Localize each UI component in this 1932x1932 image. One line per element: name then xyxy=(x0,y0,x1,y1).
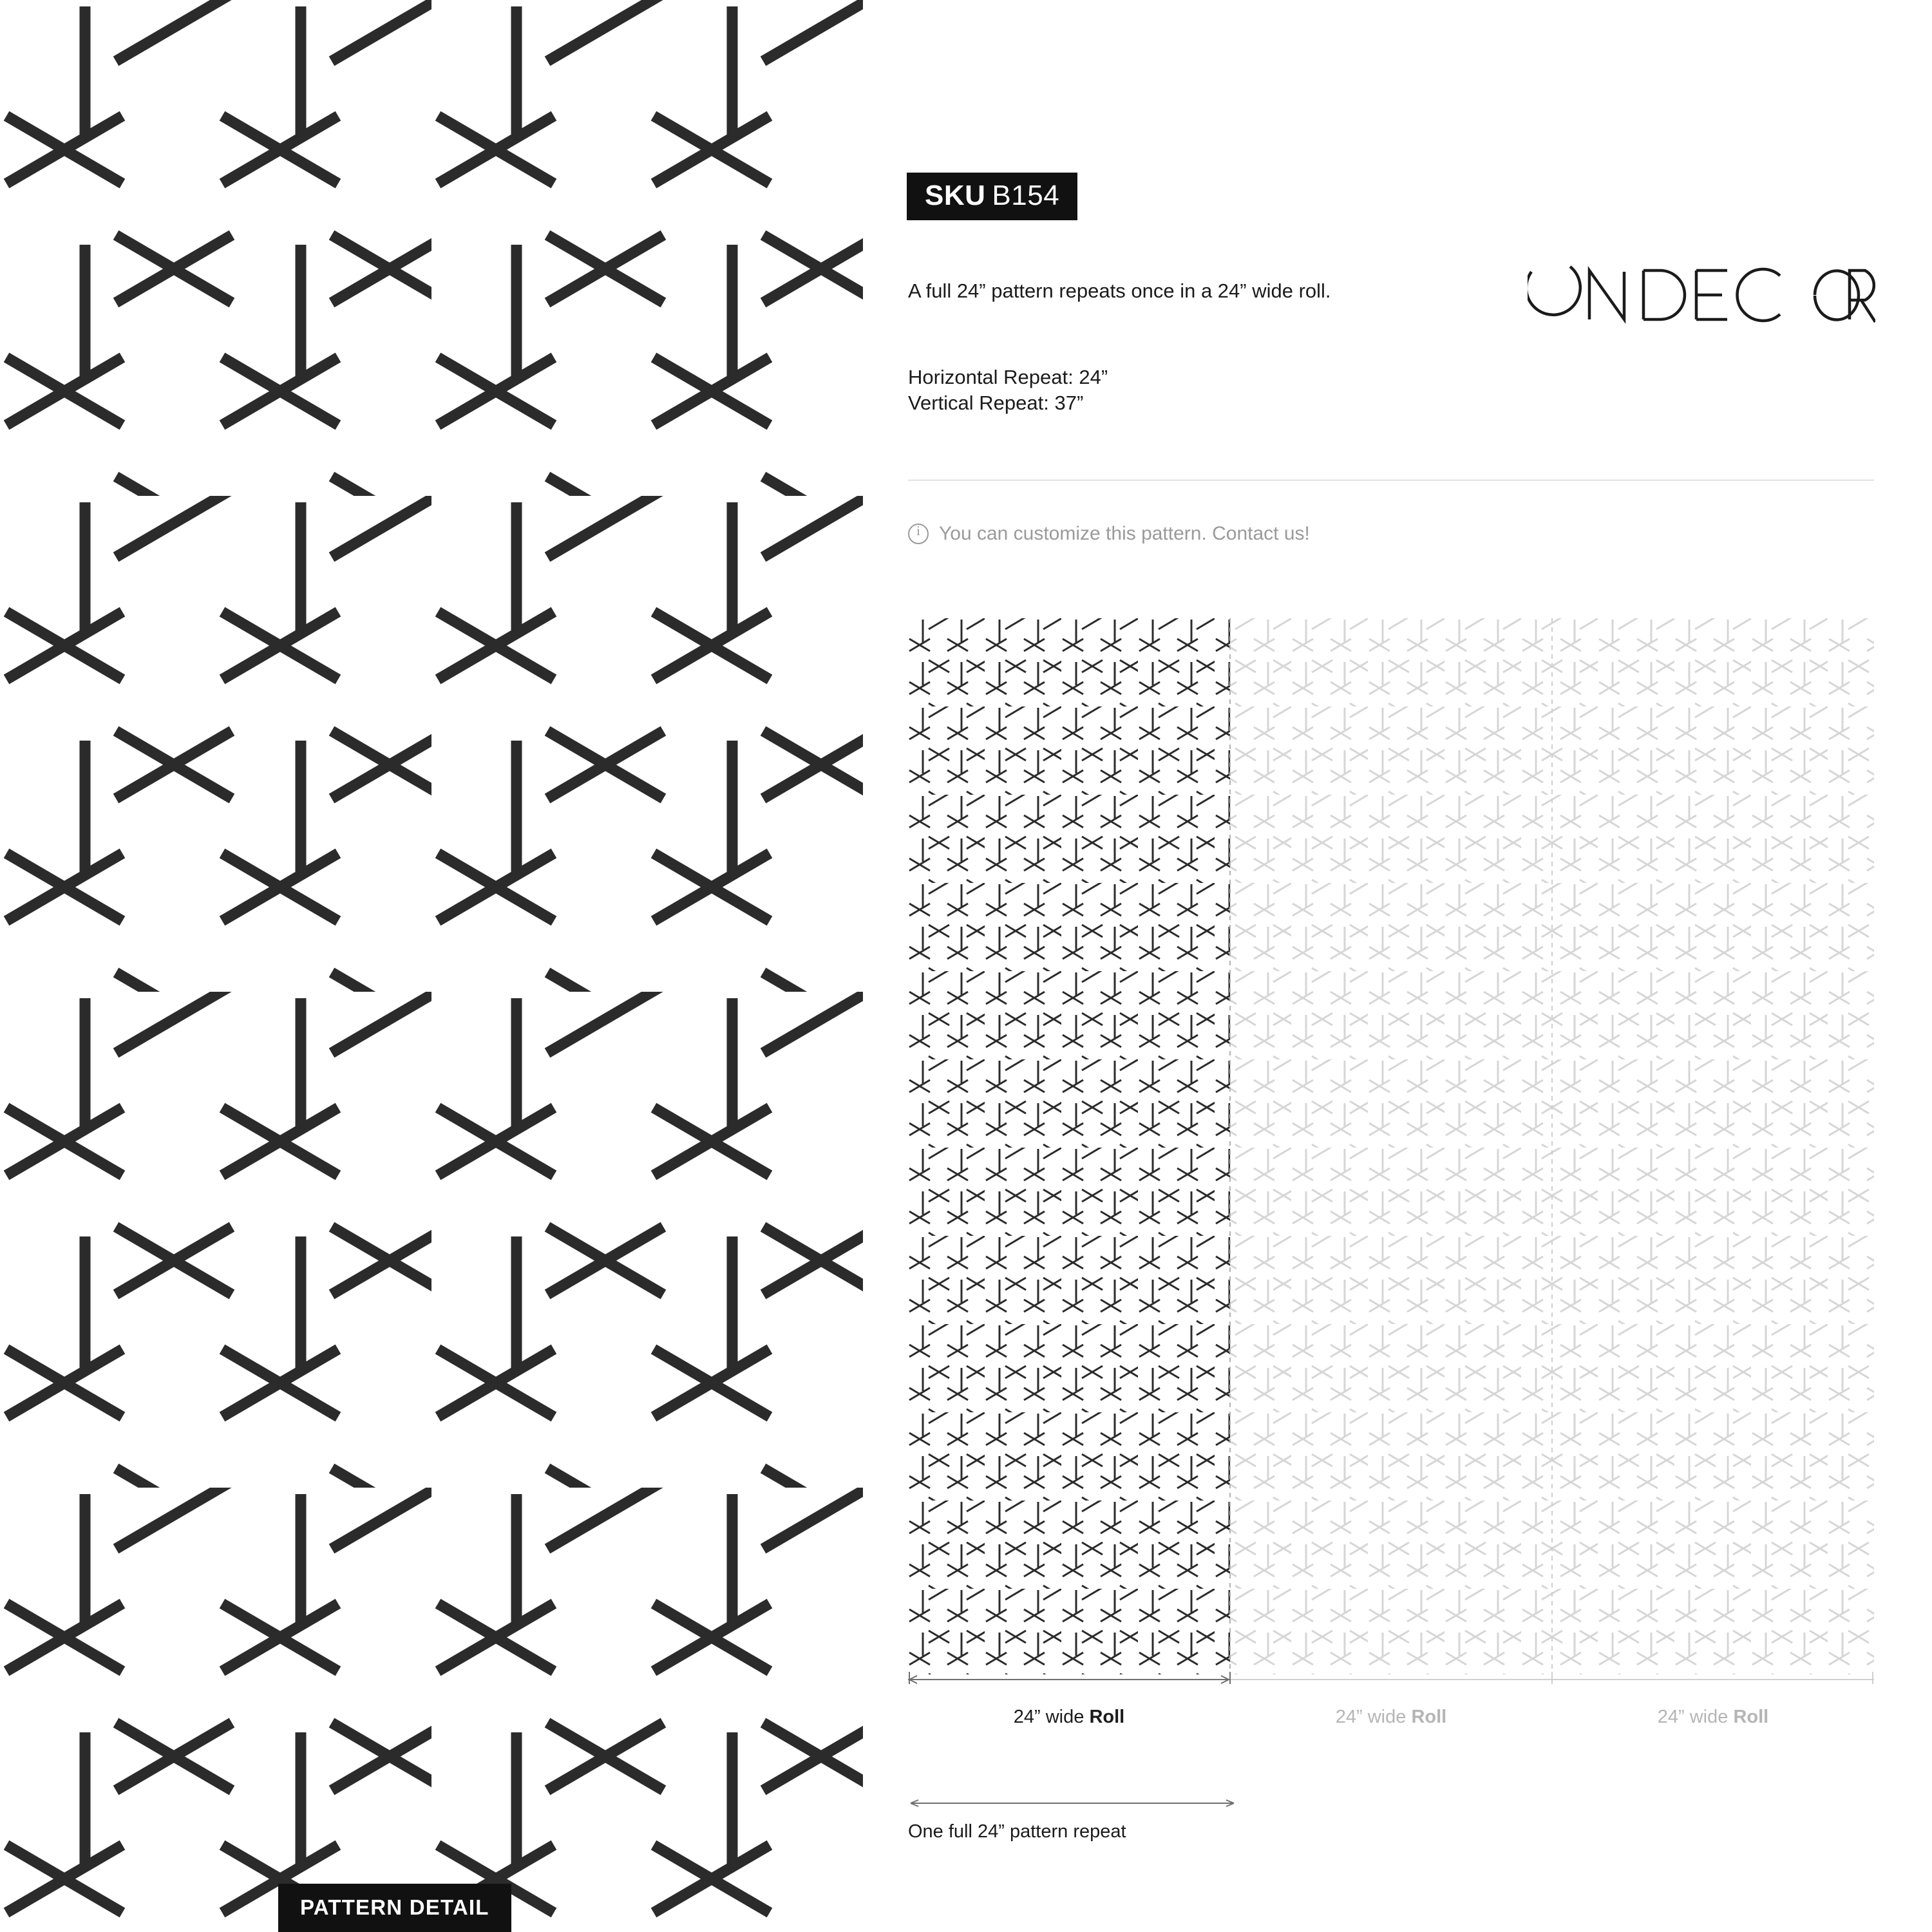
roll-label-1-bold: Roll xyxy=(1089,1707,1125,1727)
customize-notice xyxy=(908,523,1310,545)
repeat-measure-caption: One full 24” pattern repeat xyxy=(908,1821,1126,1842)
sku-value: B154 xyxy=(992,180,1060,211)
vertical-repeat: Vertical Repeat: 37” xyxy=(908,392,1084,415)
roll-label-3-prefix: 24” wide xyxy=(1657,1707,1734,1727)
roll-label-2-bold: Roll xyxy=(1411,1707,1447,1727)
roll-preview xyxy=(908,618,1874,1684)
roll-labels xyxy=(908,1707,1874,1735)
ondecor-logo xyxy=(1528,258,1875,328)
roll-label-1-prefix: 24” wide xyxy=(1013,1707,1090,1727)
horizontal-repeat: Horizontal Repeat: 24” xyxy=(908,366,1108,388)
sku-badge xyxy=(907,173,1077,220)
roll-label-2 xyxy=(1230,1707,1552,1728)
repeat-info xyxy=(908,365,1359,417)
roll-label-3-bold: Roll xyxy=(1733,1707,1769,1727)
pattern-detail-panel xyxy=(0,0,863,1932)
pattern-detail-badge xyxy=(278,1884,511,1932)
customize-notice-text: You can customize this pattern. Contact us! xyxy=(939,523,1310,544)
roll-label-1 xyxy=(908,1707,1230,1728)
repeat-measure-arrow xyxy=(908,1797,1236,1810)
info-icon xyxy=(908,524,929,544)
roll-label-2-prefix: 24” wide xyxy=(1335,1707,1412,1727)
sku-label: SKU xyxy=(925,180,986,211)
pattern-detail-badge-label: PATTERN DETAIL xyxy=(300,1895,489,1919)
product-info-panel xyxy=(863,0,1932,1932)
pattern-description: A full 24” pattern repeats once in a 24” wide roll. xyxy=(908,279,1331,302)
roll-label-3 xyxy=(1552,1707,1874,1728)
pattern-detail-artwork xyxy=(0,0,863,1932)
